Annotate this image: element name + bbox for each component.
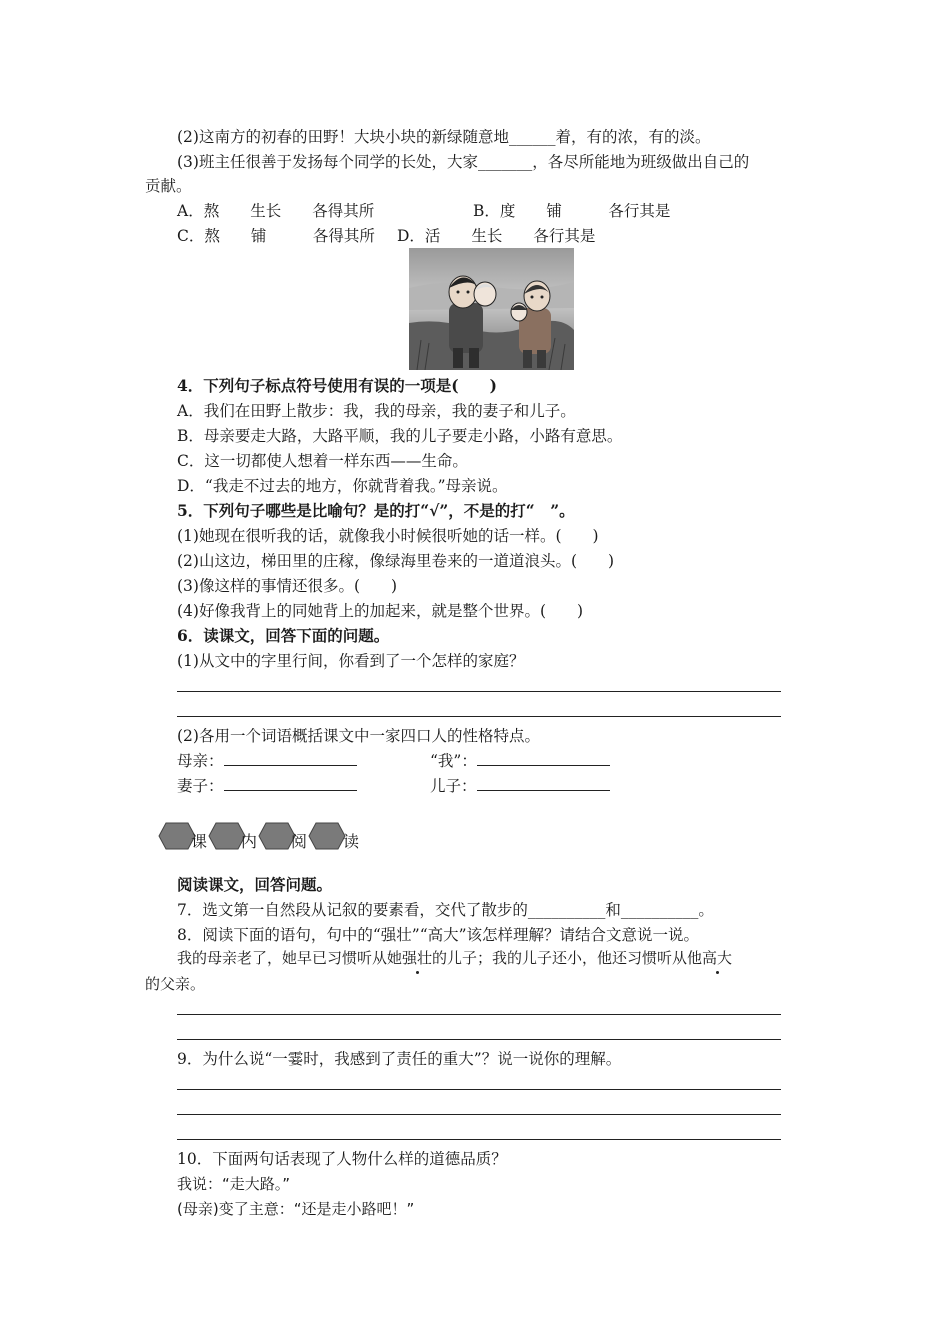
q3-sentence-2: (2)这南方的初春的田野！大块小块的新绿随意地______着，有的浓，有的淡。: [177, 128, 711, 146]
section-header: [158, 822, 368, 856]
q7: 7．选文第一自然段从记叙的要素看，交代了散步的__________和__________。: [177, 901, 714, 919]
q10: 10．下面两句话表现了人物什么样的道德品质？: [177, 1150, 507, 1168]
q4-option-a: A．我们在田野上散步：我，我的母亲，我的妻子和儿子。: [177, 402, 576, 420]
emphasis-word-strong: 强壮: [402, 949, 433, 967]
q3-option-c: C．熬 铺 各得其所: [177, 227, 375, 245]
q3-option-a: A．熬 生长 各得其所: [177, 202, 375, 220]
section-char-3: 阅: [291, 832, 308, 851]
q6-me-row: [430, 751, 610, 771]
q6-son-row: [430, 776, 610, 796]
q10-sentence-2: (母亲)变了主意：“还是走小路吧！”: [177, 1200, 415, 1218]
q4-option-d: D．“我走不过去的地方，你就背着我。”母亲说。: [177, 477, 508, 495]
q8-quote-line-1: [177, 948, 732, 968]
q5-stem: 5．下列句子哪些是比喻句？是的打“√”，不是的打“ ”。: [177, 501, 575, 520]
answer-line[interactable]: [177, 1089, 781, 1090]
section-char-2: 内: [241, 832, 258, 851]
q5-sentence-4: (4)好像我背上的同她背上的加起来，就是整个世界。( ): [177, 602, 584, 620]
q4-option-b: B．母亲要走大路，大路平顺，我的儿子要走小路，小路有意思。: [177, 427, 623, 445]
q10-sentence-1: 我说：“走大路。”: [177, 1175, 291, 1193]
q6-sub-2: (2)各用一个词语概括课文中一家四口人的性格特点。: [177, 727, 540, 745]
answer-line[interactable]: [177, 1114, 781, 1115]
q6-wife-label: 妻子：: [177, 777, 224, 795]
q5-sentence-1: (1)她现在很听我的话，就像我小时候很听她的话一样。( ): [177, 527, 599, 545]
q4-stem: 4．下列句子标点符号使用有误的一项是( ): [177, 376, 497, 395]
answer-line[interactable]: [177, 1139, 781, 1140]
q3-option-d: D．活 生长 各行其是: [397, 227, 596, 245]
q5-sentence-3: (3)像这样的事情还很多。( ): [177, 577, 398, 595]
q8: 8．阅读下面的语句，句中的“强壮”“高大”该怎样理解？请结合文意说一说。: [177, 926, 700, 944]
answer-line[interactable]: [177, 716, 781, 717]
family-walking-picture: [409, 248, 574, 370]
q6-mother-label: 母亲：: [177, 752, 224, 770]
answer-line[interactable]: [177, 1039, 781, 1040]
me-answer-blank[interactable]: [477, 751, 610, 766]
q6-mother-row: [177, 751, 357, 771]
q4-option-c: C．这一切都使人想着一样东西——生命。: [177, 452, 468, 470]
q5-sentence-2: (2)山这边，梯田里的庄稼，像绿海里卷来的一道道浪头。( ): [177, 552, 615, 570]
wife-answer-blank[interactable]: [224, 776, 357, 791]
family-illustration: [409, 248, 574, 370]
q8-quote-part-1: 我的母亲老了，她早已习惯听从她: [177, 949, 403, 967]
answer-line[interactable]: [177, 1014, 781, 1015]
q6-wife-row: [177, 776, 357, 796]
reading-intro: 阅读课文，回答问题。: [177, 875, 333, 894]
q3-option-b: B．度 铺 各行其是: [473, 202, 671, 220]
emphasis-word-tall: 高大: [702, 949, 733, 967]
q8-quote-line-2: 的父亲。: [145, 975, 206, 993]
q6-me-label: “我”：: [430, 752, 477, 770]
section-char-1: 课: [191, 832, 208, 851]
section-char-4: 读: [343, 832, 360, 851]
q6-sub-1: (1)从文中的字里行间，你看到了一个怎样的家庭？: [177, 652, 525, 670]
q3-sentence-3-cont: 贡献。: [145, 177, 192, 195]
hexagon-icon: [308, 822, 346, 850]
answer-line[interactable]: [177, 691, 781, 692]
q6-son-label: 儿子：: [430, 777, 477, 795]
q9: 9．为什么说“一霎时，我感到了责任的重大”？说一说你的理解。: [177, 1050, 622, 1068]
mother-answer-blank[interactable]: [224, 751, 357, 766]
q8-quote-part-2: 的儿子；我的儿子还小，他还习惯听从他: [432, 949, 703, 967]
son-answer-blank[interactable]: [477, 776, 610, 791]
q3-sentence-3: (3)班主任很善于发扬每个同学的长处，大家_______，各尽所能地为班级做出自己的: [177, 153, 750, 171]
q6-stem: 6．读课文，回答下面的问题。: [177, 626, 390, 645]
